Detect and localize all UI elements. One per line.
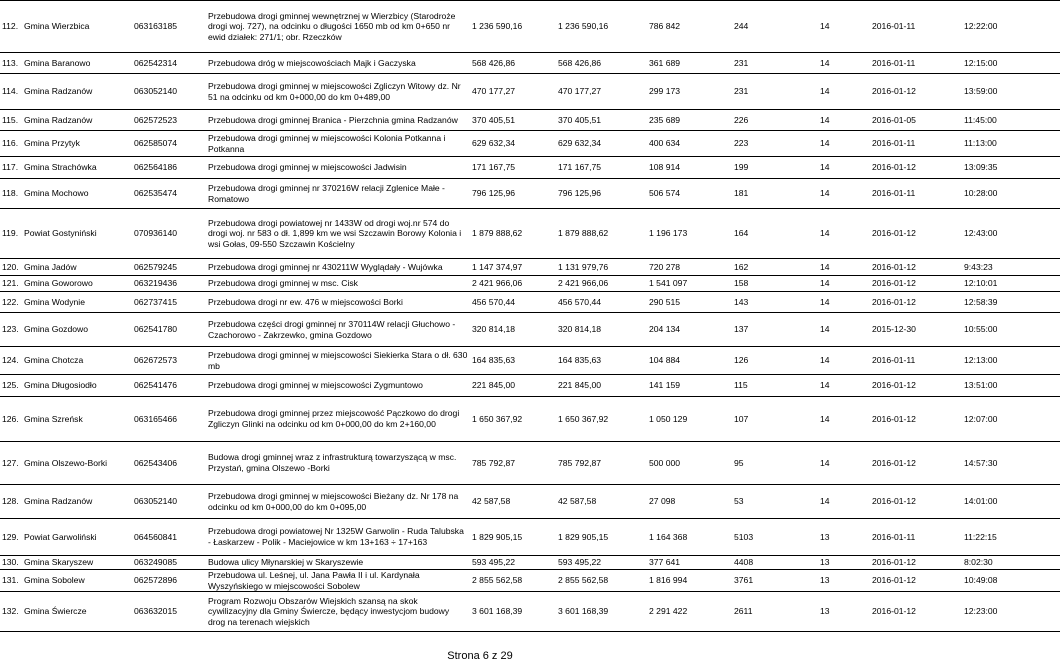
row-number-cell: 121. (0, 276, 22, 292)
criterion-value-cell: 14 (818, 276, 870, 292)
eligible-cost-cell: 221 845,00 (556, 375, 647, 397)
applicant-name-cell: Gmina Radzanów (22, 485, 132, 519)
page-footer (0, 650, 960, 662)
criterion-value-cell: 13 (818, 519, 870, 556)
criterion-value-cell: 14 (818, 292, 870, 313)
grant-amount-cell: 400 634 (647, 131, 732, 157)
total-cost-cell: 221 845,00 (470, 375, 556, 397)
criterion-value-cell: 13 (818, 570, 870, 592)
grant-amount-cell: 361 689 (647, 53, 732, 74)
applicant-name-cell: Gmina Chotcza (22, 347, 132, 375)
criterion-value-cell: 14 (818, 375, 870, 397)
applicant-code-cell: 070936140 (132, 209, 204, 259)
table-row (0, 519, 1060, 556)
grant-amount-cell: 2 291 422 (647, 592, 732, 632)
applicant-code-cell: 063249085 (132, 556, 204, 570)
score-points-cell: 162 (732, 259, 818, 276)
submission-time-cell: 14:01:00 (962, 485, 1060, 519)
applicant-code-cell: 062541780 (132, 313, 204, 347)
grant-amount-cell: 108 914 (647, 157, 732, 179)
submission-time-cell: 9:43:23 (962, 259, 1060, 276)
total-cost-cell: 1 650 367,92 (470, 397, 556, 442)
submission-date-cell: 2016-01-11 (870, 179, 962, 209)
total-cost-cell: 470 177,27 (470, 74, 556, 110)
submission-time-cell: 10:49:08 (962, 570, 1060, 592)
applicant-name-cell: Gmina Świercze (22, 592, 132, 632)
row-number-cell: 132. (0, 592, 22, 632)
submission-date-cell: 2016-01-12 (870, 397, 962, 442)
total-cost-cell: 370 405,51 (470, 110, 556, 131)
project-description-cell: Program Rozwoju Obszarów Wiejskich szansą na skok cywilizacyjny dla Gminy Świercze, będący inwestycjom budowy drog na terenach wiejskich (204, 592, 470, 632)
criterion-value-cell: 13 (818, 592, 870, 632)
score-points-cell: 107 (732, 397, 818, 442)
row-number-cell: 126. (0, 397, 22, 442)
row-number-cell: 118. (0, 179, 22, 209)
row-number-cell: 120. (0, 259, 22, 276)
row-number-cell: 130. (0, 556, 22, 570)
applicant-code-cell: 063052140 (132, 485, 204, 519)
score-points-cell: 231 (732, 53, 818, 74)
criterion-value-cell: 14 (818, 157, 870, 179)
project-description-cell: Przebudowa drogi gminnej przez miejscowość Pączkowo do drogi Zgliczyn Glinki na odcinku od km 0+000,00 do km 2+160,00 (204, 397, 470, 442)
table-row (0, 556, 1060, 570)
applicant-name-cell: Gmina Wierzbica (22, 1, 132, 53)
applicant-name-cell: Gmina Długosiodło (22, 375, 132, 397)
grant-amount-cell: 500 000 (647, 442, 732, 485)
submission-date-cell: 2015-12-30 (870, 313, 962, 347)
score-points-cell: 5103 (732, 519, 818, 556)
applicant-code-cell: 063632015 (132, 592, 204, 632)
table-row (0, 53, 1060, 74)
score-points-cell: 115 (732, 375, 818, 397)
table-row (0, 313, 1060, 347)
applicant-code-cell: 062672573 (132, 347, 204, 375)
applicant-name-cell: Gmina Baranowo (22, 53, 132, 74)
row-number-cell: 113. (0, 53, 22, 74)
criterion-value-cell: 14 (818, 179, 870, 209)
total-cost-cell: 1 147 374,97 (470, 259, 556, 276)
applicant-name-cell: Gmina Olszewo-Borki (22, 442, 132, 485)
submission-time-cell: 11:13:00 (962, 131, 1060, 157)
score-points-cell: 137 (732, 313, 818, 347)
submission-date-cell: 2016-01-12 (870, 209, 962, 259)
project-description-cell: Przebudowa drogi gminnej Branica - Pierzchnia gmina Radzanów (204, 110, 470, 131)
applicant-code-cell: 064560841 (132, 519, 204, 556)
applicant-name-cell: Gmina Gozdowo (22, 313, 132, 347)
score-points-cell: 53 (732, 485, 818, 519)
row-number-cell: 125. (0, 375, 22, 397)
project-description-cell: Przebudowa drogi gminnej w msc. Cisk (204, 276, 470, 292)
submission-date-cell: 2016-01-11 (870, 53, 962, 74)
eligible-cost-cell: 164 835,63 (556, 347, 647, 375)
applicant-name-cell: Gmina Mochowo (22, 179, 132, 209)
submission-time-cell: 12:10:01 (962, 276, 1060, 292)
table-row (0, 397, 1060, 442)
total-cost-cell: 164 835,63 (470, 347, 556, 375)
table-row (0, 209, 1060, 259)
submission-date-cell: 2016-01-12 (870, 442, 962, 485)
score-points-cell: 158 (732, 276, 818, 292)
eligible-cost-cell: 1 131 979,76 (556, 259, 647, 276)
submission-time-cell: 12:43:00 (962, 209, 1060, 259)
applicant-name-cell: Gmina Goworowo (22, 276, 132, 292)
total-cost-cell: 593 495,22 (470, 556, 556, 570)
table-row (0, 292, 1060, 313)
table-row (0, 592, 1060, 632)
row-number-cell: 116. (0, 131, 22, 157)
submission-time-cell: 8:02:30 (962, 556, 1060, 570)
table-row (0, 276, 1060, 292)
row-number-cell: 115. (0, 110, 22, 131)
criterion-value-cell: 14 (818, 442, 870, 485)
applicant-name-cell: Gmina Radzanów (22, 74, 132, 110)
score-points-cell: 199 (732, 157, 818, 179)
applicant-code-cell: 062542314 (132, 53, 204, 74)
submission-time-cell: 12:23:00 (962, 592, 1060, 632)
project-description-cell: Przebudowa drogi gminnej w miejscowości Bieżany dz. Nr 178 na odcinku od km 0+000,00 do km 0+095,00 (204, 485, 470, 519)
submission-date-cell: 2016-01-11 (870, 519, 962, 556)
grant-amount-cell: 1 196 173 (647, 209, 732, 259)
applicant-code-cell: 063219436 (132, 276, 204, 292)
row-number-cell: 117. (0, 157, 22, 179)
eligible-cost-cell: 370 405,51 (556, 110, 647, 131)
submission-date-cell: 2016-01-12 (870, 556, 962, 570)
row-number-cell: 124. (0, 347, 22, 375)
grant-amount-cell: 506 574 (647, 179, 732, 209)
grant-amount-cell: 720 278 (647, 259, 732, 276)
eligible-cost-cell: 2 855 562,58 (556, 570, 647, 592)
submission-date-cell: 2016-01-12 (870, 292, 962, 313)
applicant-name-cell: Gmina Wodynie (22, 292, 132, 313)
row-number-cell: 129. (0, 519, 22, 556)
criterion-value-cell: 14 (818, 347, 870, 375)
project-description-cell: Przebudowa drogi gminnej w miejscowości Kolonia Potkanna i Potkanna (204, 131, 470, 157)
score-points-cell: 143 (732, 292, 818, 313)
table-row (0, 110, 1060, 131)
submission-time-cell: 12:07:00 (962, 397, 1060, 442)
applicant-code-cell: 062535474 (132, 179, 204, 209)
submission-time-cell: 13:59:00 (962, 74, 1060, 110)
project-description-cell: Budowa drogi gminnej wraz z infrastrukturą towarzyszącą w msc. Przystań, gmina Olszewo -Borki (204, 442, 470, 485)
applicant-code-cell: 062543406 (132, 442, 204, 485)
eligible-cost-cell: 320 814,18 (556, 313, 647, 347)
total-cost-cell: 1 829 905,15 (470, 519, 556, 556)
submission-date-cell: 2016-01-11 (870, 131, 962, 157)
submission-time-cell: 12:15:00 (962, 53, 1060, 74)
applicant-name-cell: Gmina Przytyk (22, 131, 132, 157)
submission-date-cell: 2016-01-12 (870, 375, 962, 397)
eligible-cost-cell: 593 495,22 (556, 556, 647, 570)
grant-amount-cell: 786 842 (647, 1, 732, 53)
eligible-cost-cell: 456 570,44 (556, 292, 647, 313)
applicant-code-cell: 063163185 (132, 1, 204, 53)
grant-amount-cell: 1 541 097 (647, 276, 732, 292)
submission-time-cell: 11:22:15 (962, 519, 1060, 556)
table-row (0, 485, 1060, 519)
grant-amount-cell: 377 641 (647, 556, 732, 570)
applicant-name-cell: Powiat Gostyniński (22, 209, 132, 259)
eligible-cost-cell: 1 650 367,92 (556, 397, 647, 442)
total-cost-cell: 320 814,18 (470, 313, 556, 347)
submission-time-cell: 13:51:00 (962, 375, 1060, 397)
project-description-cell: Przebudowa drogi gminnej w miejscowości Zgliczyn Witowy dz. Nr 51 na odcinku od km 0+000,00 do km 0+489,00 (204, 74, 470, 110)
score-points-cell: 244 (732, 1, 818, 53)
grant-amount-cell: 1 164 368 (647, 519, 732, 556)
submission-date-cell: 2016-01-11 (870, 1, 962, 53)
submission-time-cell: 13:09:35 (962, 157, 1060, 179)
criterion-value-cell: 14 (818, 259, 870, 276)
table-row (0, 442, 1060, 485)
criterion-value-cell: 14 (818, 131, 870, 157)
row-number-cell: 122. (0, 292, 22, 313)
submission-date-cell: 2016-01-12 (870, 485, 962, 519)
submission-time-cell: 10:55:00 (962, 313, 1060, 347)
total-cost-cell: 2 855 562,58 (470, 570, 556, 592)
project-description-cell: Przebudowa drogi gminnej nr 370216W relacji Zglenice Małe - Romatowo (204, 179, 470, 209)
row-number-cell: 131. (0, 570, 22, 592)
grant-amount-cell: 235 689 (647, 110, 732, 131)
page-number-label: Strona 6 z 29 (447, 650, 513, 662)
submission-date-cell: 2016-01-12 (870, 276, 962, 292)
row-number-cell: 127. (0, 442, 22, 485)
applicant-name-cell: Gmina Szreńsk (22, 397, 132, 442)
applicant-code-cell: 062579245 (132, 259, 204, 276)
project-description-cell: Przebudowa drogi nr ew. 476 w miejscowości Borki (204, 292, 470, 313)
total-cost-cell: 1 236 590,16 (470, 1, 556, 53)
eligible-cost-cell: 629 632,34 (556, 131, 647, 157)
project-description-cell: Przebudowa drogi gminnej nr 430211W Wyglądały - Wujówka (204, 259, 470, 276)
criterion-value-cell: 14 (818, 313, 870, 347)
grant-amount-cell: 104 884 (647, 347, 732, 375)
project-description-cell: Przebudowa drogi gminnej w miejscowości Siekierka Stara o dł. 630 mb (204, 347, 470, 375)
total-cost-cell: 785 792,87 (470, 442, 556, 485)
submission-time-cell: 14:57:30 (962, 442, 1060, 485)
table-row (0, 131, 1060, 157)
criterion-value-cell: 13 (818, 556, 870, 570)
applicant-name-cell: Gmina Strachówka (22, 157, 132, 179)
grant-amount-cell: 204 134 (647, 313, 732, 347)
total-cost-cell: 1 879 888,62 (470, 209, 556, 259)
applicant-code-cell: 062564186 (132, 157, 204, 179)
submission-date-cell: 2016-01-12 (870, 157, 962, 179)
applicant-name-cell: Gmina Jadów (22, 259, 132, 276)
total-cost-cell: 456 570,44 (470, 292, 556, 313)
row-number-cell: 112. (0, 1, 22, 53)
project-description-cell: Przebudowa drogi gminnej wewnętrznej w Wierzbicy (Starodroże drogi woj. 727), na odcinku o długości 1650 mb od km 0+650 nr ewid działek: 271/1; obr. Rzeczków (204, 1, 470, 53)
score-points-cell: 126 (732, 347, 818, 375)
applicant-name-cell: Powiat Garwoliński (22, 519, 132, 556)
submission-date-cell: 2016-01-12 (870, 592, 962, 632)
table-row (0, 259, 1060, 276)
submission-date-cell: 2016-01-12 (870, 74, 962, 110)
submission-time-cell: 12:58:39 (962, 292, 1060, 313)
applicant-code-cell: 062572523 (132, 110, 204, 131)
total-cost-cell: 42 587,58 (470, 485, 556, 519)
submission-time-cell: 12:13:00 (962, 347, 1060, 375)
criterion-value-cell: 14 (818, 1, 870, 53)
row-number-cell: 114. (0, 74, 22, 110)
score-points-cell: 226 (732, 110, 818, 131)
table-row (0, 347, 1060, 375)
total-cost-cell: 629 632,34 (470, 131, 556, 157)
eligible-cost-cell: 42 587,58 (556, 485, 647, 519)
eligible-cost-cell: 3 601 168,39 (556, 592, 647, 632)
applicant-name-cell: Gmina Radzanów (22, 110, 132, 131)
applicant-name-cell: Gmina Sobolew (22, 570, 132, 592)
submission-time-cell: 11:45:00 (962, 110, 1060, 131)
eligible-cost-cell: 171 167,75 (556, 157, 647, 179)
applicant-code-cell: 062541476 (132, 375, 204, 397)
score-points-cell: 223 (732, 131, 818, 157)
table-row (0, 74, 1060, 110)
score-points-cell: 231 (732, 74, 818, 110)
score-points-cell: 4408 (732, 556, 818, 570)
grant-amount-cell: 1 050 129 (647, 397, 732, 442)
eligible-cost-cell: 796 125,96 (556, 179, 647, 209)
total-cost-cell: 2 421 966,06 (470, 276, 556, 292)
applicant-code-cell: 062572896 (132, 570, 204, 592)
applicant-code-cell: 062737415 (132, 292, 204, 313)
applicant-code-cell: 063165466 (132, 397, 204, 442)
submission-time-cell: 12:22:00 (962, 1, 1060, 53)
table-row (0, 157, 1060, 179)
score-points-cell: 3761 (732, 570, 818, 592)
submission-date-cell: 2016-01-11 (870, 347, 962, 375)
table-row (0, 179, 1060, 209)
criterion-value-cell: 14 (818, 74, 870, 110)
grant-amount-cell: 1 816 994 (647, 570, 732, 592)
project-description-cell: Przebudowa dróg w miejscowościach Majk i Gaczyska (204, 53, 470, 74)
score-points-cell: 95 (732, 442, 818, 485)
submission-time-cell: 10:28:00 (962, 179, 1060, 209)
project-description-cell: Przebudowa drogi gminnej w miejscowości Jadwisin (204, 157, 470, 179)
eligible-cost-cell: 568 426,86 (556, 53, 647, 74)
submission-date-cell: 2016-01-12 (870, 259, 962, 276)
applicant-code-cell: 063052140 (132, 74, 204, 110)
table-row (0, 375, 1060, 397)
row-number-cell: 123. (0, 313, 22, 347)
project-description-cell: Przebudowa ul. Leśnej, ul. Jana Pawła II i ul. Kardynała Wyszyńskiego w miejscowości Sobolew (204, 570, 470, 592)
project-description-cell: Przebudowa części drogi gminnej nr 370114W relacji Głuchowo - Czachorowo - Zakrzewko, gmina Gozdowo (204, 313, 470, 347)
total-cost-cell: 3 601 168,39 (470, 592, 556, 632)
score-points-cell: 164 (732, 209, 818, 259)
grant-amount-cell: 27 098 (647, 485, 732, 519)
score-points-cell: 2611 (732, 592, 818, 632)
project-description-cell: Przebudowa drogi powiatowej nr 1433W od drogi woj.nr 574 do drogi woj. nr 583 o dł. 1,899 km we wsi Szczawin Borowy Kolonia i wsi Gołas, 09-550 Szczawin Kościelny (204, 209, 470, 259)
criterion-value-cell: 14 (818, 397, 870, 442)
eligible-cost-cell: 470 177,27 (556, 74, 647, 110)
grant-amount-cell: 290 515 (647, 292, 732, 313)
project-description-cell: Przebudowa drogi gminnej w miejscowości Zygmuntowo (204, 375, 470, 397)
project-description-cell: Budowa ulicy Młynarskiej w Skaryszewie (204, 556, 470, 570)
criterion-value-cell: 14 (818, 53, 870, 74)
criterion-value-cell: 14 (818, 110, 870, 131)
table-row (0, 1, 1060, 53)
grant-amount-cell: 141 159 (647, 375, 732, 397)
total-cost-cell: 796 125,96 (470, 179, 556, 209)
eligible-cost-cell: 785 792,87 (556, 442, 647, 485)
row-number-cell: 128. (0, 485, 22, 519)
row-number-cell: 119. (0, 209, 22, 259)
eligible-cost-cell: 2 421 966,06 (556, 276, 647, 292)
total-cost-cell: 171 167,75 (470, 157, 556, 179)
eligible-cost-cell: 1 879 888,62 (556, 209, 647, 259)
eligible-cost-cell: 1 236 590,16 (556, 1, 647, 53)
submission-date-cell: 2016-01-12 (870, 570, 962, 592)
applicant-code-cell: 062585074 (132, 131, 204, 157)
submission-date-cell: 2016-01-05 (870, 110, 962, 131)
table-row (0, 570, 1060, 592)
total-cost-cell: 568 426,86 (470, 53, 556, 74)
project-description-cell: Przebudowa drogi powiatowej Nr 1325W Garwolin - Ruda Talubska - Łaskarzew - Polik - Maciejowice w km 13+163 ÷ 17+163 (204, 519, 470, 556)
eligible-cost-cell: 1 829 905,15 (556, 519, 647, 556)
criterion-value-cell: 14 (818, 209, 870, 259)
score-points-cell: 181 (732, 179, 818, 209)
grant-amount-cell: 299 173 (647, 74, 732, 110)
applicant-name-cell: Gmina Skaryszew (22, 556, 132, 570)
criterion-value-cell: 14 (818, 485, 870, 519)
